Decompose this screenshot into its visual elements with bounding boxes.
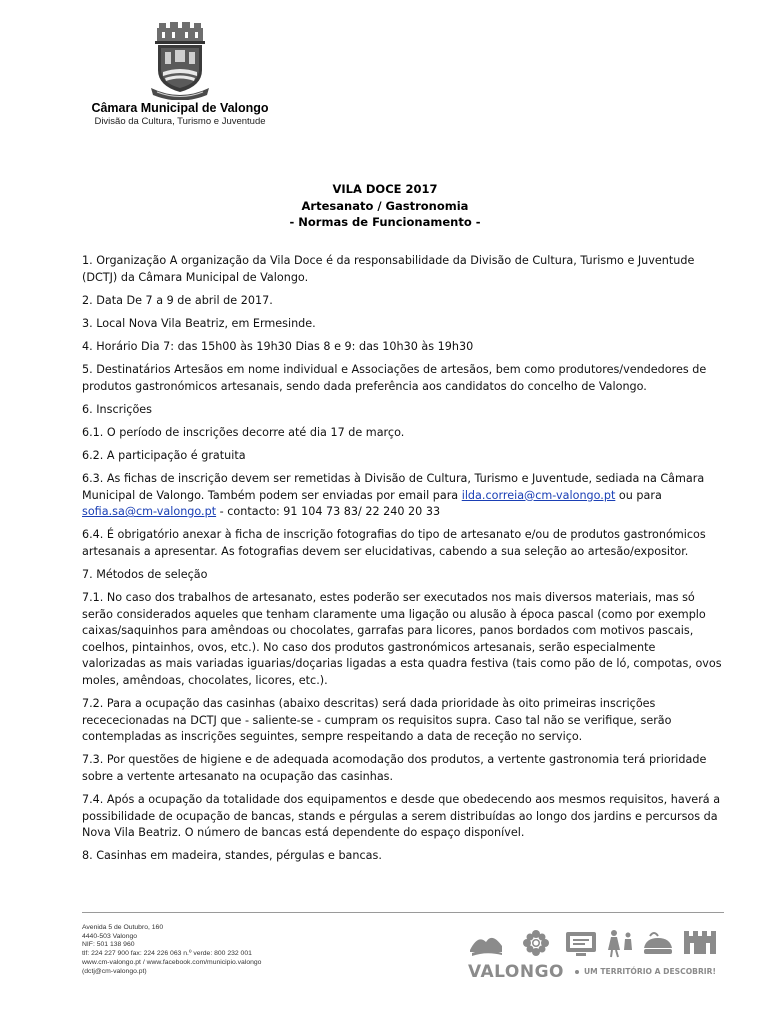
section-6-registrations: 6. Inscrições	[82, 402, 153, 416]
screen-icon	[566, 932, 596, 956]
pastry-icon	[644, 933, 672, 954]
title-line-2: Artesanato / Gastronomia	[301, 198, 469, 213]
title-line-3: - Normas de Funcionamento -	[289, 215, 481, 229]
email-link-sofia[interactable]: sofia.sa@cm-valongo.pt	[82, 505, 217, 519]
division-name: Divisão da Cultura, Turismo e Juventude	[94, 116, 266, 127]
footer-email: (dctj@cm-valongo.pt)	[82, 967, 147, 975]
document-body	[82, 253, 722, 871]
section-4-schedule: 4. Horário Dia 7: das 15h00 às 19h30 Dias 8 e 9: das 10h30 às 19h30	[82, 339, 474, 353]
section-1-organization: 1. Organização A organização da Vila Doce é da responsabilidade da Divisão de Cultura, Turismo e Juventude (DCTJ) da Câmara Municipal de Valongo.	[82, 254, 695, 284]
hills-icon	[470, 938, 502, 956]
section-7-4: 7.4. Após a ocupação da totalidade dos equipamentos e desde que obedecendo aos mesmos requisitos, haverá a possibilidade de ocupação de bancas, stands e pérgulas a serem distribuídas ao longo dos jardins e percursos da Nova Vila Beatriz. O número de bancas está dependente do espaço disponível.	[82, 793, 721, 840]
valongo-brand-logo	[468, 926, 720, 986]
coat-of-arms-logo	[145, 22, 215, 100]
footer-phones: tlf: 224 227 900 fax: 224 226 063 n.º verde: 800 232 001	[82, 950, 252, 958]
castle-icon	[684, 931, 716, 954]
section-7-3: 7.3. Por questões de higiene e de adequada acomodação dos produtos, a vertente gastronomia terá prioridade sobre a vertente artesanato na ocupação das casinhas.	[82, 753, 707, 783]
municipality-name: Câmara Municipal de Valongo	[91, 101, 269, 115]
footer-address	[82, 924, 362, 976]
email-link-ilda[interactable]: ilda.correia@cm-valongo.pt	[461, 488, 616, 502]
brand-tagline: UM TERRITÓRIO A DESCOBRIR!	[584, 967, 716, 976]
section-3-location: 3. Local Nova Vila Beatriz, em Ermesinde.	[82, 316, 316, 330]
section-8-structures: 8. Casinhas em madeira, standes, pérgulas e bancas.	[82, 849, 382, 863]
title-line-1: VILA DOCE 2017	[332, 182, 438, 196]
dancers-icon	[608, 930, 632, 957]
section-6-4: 6.4. É obrigatório anexar à ficha de inscrição fotografias do tipo de artesanato e/ou de produtos gastronómicos artesanais a apresentar. As fotografias devem ser elucidativas, cabendo a sua seleção ao artesão/expositor.	[82, 528, 706, 558]
footer-nif: NIF: 501 138 960	[82, 941, 135, 949]
section-6-3	[82, 471, 722, 521]
flower-icon	[523, 930, 549, 956]
section-7-2: 7.2. Para a ocupação das casinhas (abaixo descritas) será dada prioridade às oito primeiras inscrições recececionadas na DCTJ que - saliente-se - cumpram os requisitos supra. Caso tal não se verifique, serão contempladas as inscrições seguintes, sempre respeitando a data de receção no serviço.	[82, 697, 672, 744]
footer-web: www.cm-valongo.pt / www.facebook.com/municipio.valongo	[82, 958, 262, 966]
section-6-3-contact: - contacto: 91 104 73 83/ 22 240 20 33	[216, 505, 441, 519]
section-7-selection: 7. Métodos de seleção	[82, 567, 208, 581]
section-6-3-text-b: ou para	[615, 488, 662, 502]
footer-divider	[82, 912, 724, 913]
brand-icons-strip	[468, 926, 720, 960]
section-6-3-text-a: 6.3. As fichas de inscrição devem ser remetidas à Divisão de Cultura, Turismo e Juventude, sediada na Câmara Municipal de Valongo. Também podem ser enviadas por email para	[82, 471, 705, 502]
document-title	[0, 181, 770, 231]
footer-address-line-2: 4440-503 Valongo	[82, 932, 138, 940]
section-6-2: 6.2. A participação é gratuita	[82, 448, 246, 462]
section-6-1: 6.1. O período de inscrições decorre até dia 17 de março.	[82, 425, 405, 439]
section-2-date: 2. Data De 7 a 9 de abril de 2017.	[82, 293, 273, 307]
wordmark-separator-dot	[575, 970, 579, 974]
letterhead	[80, 22, 280, 128]
section-5-recipients: 5. Destinatários Artesãos em nome individual e Associações de artesãos, bem como produtores/vendedores de produtos gastronómicos artesanais, sendo dada preferência aos candidatos do concelho de Valongo.	[82, 362, 707, 393]
footer-address-line-1: Avenida 5 de Outubro, 160	[82, 924, 164, 931]
valongo-wordmark: VALONGO	[468, 962, 564, 982]
section-7-1: 7.1. No caso dos trabalhos de artesanato, estes poderão ser executados nos mais diversos materiais, mas só serão considerados aqueles que tenham claramente uma ligação ou alusão à época pascal (como por exemplo caixas/saquinhos para amêndoas ou chocolates, garrafas para licores, panos bordados com motivos pascais, coelhos, pintainhos, ovos, etc.). No caso dos produtos gastronómicos artesanais, serão especialmente valorizadas as mais variadas iguarias/doçarias ligadas a esta quadra festiva (tais como pão de ló, compotas, ovos moles, amêndoas, chocolates, licores, etc.).	[82, 591, 722, 687]
